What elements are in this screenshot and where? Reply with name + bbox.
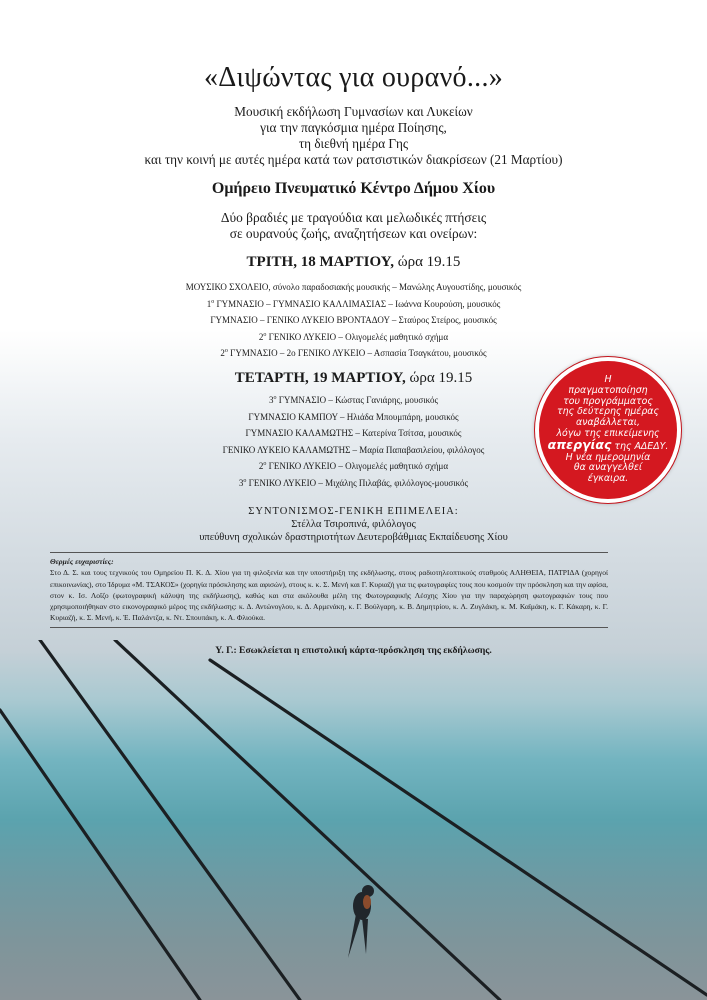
swallow-bird	[348, 885, 374, 958]
day1-program	[0, 279, 707, 362]
intro-line: σε ουρανούς ζωής, αναζητήσεων και ονείρων:	[229, 226, 478, 241]
power-lines-photo	[0, 640, 707, 1000]
day2-time: ώρα 19.15	[409, 370, 473, 386]
day1-heading	[0, 254, 707, 271]
postscript: Υ. Γ.: Εσωκλείεται η επιστολική κάρτα-πρόσκληση της εκδήλωσης.	[215, 645, 492, 656]
coordination-heading: ΣΥΝΤΟΝΙΣΜΟΣ-ΓΕΝΙΚΗ ΕΠΙΜΕΛΕΙΑ:	[248, 506, 459, 517]
program-item: ΓΥΜΝΑΣΙΟ ΚΑΜΠΟΥ – Ηλιάδα Μπουμπάρη, μουσικός	[248, 411, 459, 422]
program-item: $1^o$ ΓΥΜΝΑΣΙΟ – ΓΥΜΝΑΣΙΟ ΚΑΛΛΙΜΑΣΙΑΣ – Ιωάννα Κουρούση, μουσικός	[206, 298, 501, 309]
subtitle-line: για την παγκόσμια ημέρα Ποίησης,	[260, 120, 447, 135]
program-item: $3^o$ ΓΕΝΙΚΟ ΛΥΚΕΙΟ – Μιχάλης Πιλαβάς, φιλόλογος-μουσικός	[238, 477, 469, 488]
program-item: $2^o$ ΓΥΜΝΑΣΙΟ – 2ο ΓΕΝΙΚΟ ΛΥΚΕΙΟ – Ασπασία Τσαγκάτου, μουσικός	[220, 348, 487, 358]
venue: Ομήρειο Πνευματικό Κέντρο Δήμου Χίου	[211, 180, 496, 197]
coordinator-name: Στέλλα Τσιροπινά, φιλόλογος	[291, 519, 416, 530]
wire-2	[0, 710, 200, 1000]
event-description	[0, 104, 707, 168]
subtitle-line: Μουσική εκδήλωση Γυμνασίων και Λυκείων	[234, 104, 473, 119]
subtitle-line: τη διεθνή ημέρα Γης	[298, 136, 409, 151]
day1-date: ΤΡΙΤΗ, 18 ΜΑΡΤΙΟΥ,	[246, 254, 394, 270]
program-item: ΓΥΜΝΑΣΙΟ – ΓΕΝΙΚΟ ΛΥΚΕΙΟ ΒΡΟΝΤΑΔΟΥ – Σταύρος Στείρος, μουσικός	[210, 315, 497, 325]
program-item: $2^o$ ΓΕΝΙΚΟ ΛΥΚΕΙΟ – Ολιγομελές μαθητικό σχήμα	[258, 461, 449, 471]
acknowledgements-body: Στο Δ. Σ. και τους τεχνικούς του Ομηρείου Π. Κ. Δ. Χίου για τη φιλοξενία και την υποστήριξη της εκδήλωσης, στους ραδιοτηλεοπτικούς σταθμούς ΑΛΗΘΕΙΑ, ΠΑΤΡΙΔΑ (χορηγοί επικοινωνίας), στο Ίδρυμα «Μ. ΤΣΑΚΟΣ» (χορηγία πρόσκλησης και αφισών), στους κ. κ. Σ. Μενή και Γ. Κυριαζή για τις φωτογραφίες τους που κοσμούν την πρόσκληση και την αφίσα, στον κ. Ισ. Λοΐζο (φωτογραφική κάλυψη της εκδήλωσης), καθώς και στα ακόλουθα μέλη της Φωτογραφικής Λέσχης Χίου για την παραχώρηση φωτογραφιών τους που χρησιμοποιήθηκαν στο εικονογραφικό μέρος της εκδήλωσης: κ. Δ. Αντώνογλου, κ. Δ. Αρμενάκη, κ. Γ. Βούλγαρη, κ. Β. Δημητρίου, κ. Λ. Ζυγλάκη, κ. Μ. Καϊμάκη, κ. Γ. Κάκαρη, κ. Γ. Κυριαζή, κ. Σ. Μενή, κ. Έ. Παλάντζα, κ. Ντ. Σπουπάκη, κ. Α. Φλιούκα.	[50, 568, 608, 623]
wire-3	[115, 640, 500, 1000]
coordinator-role: υπεύθυνη σχολικών δραστηριοτήτων Δευτεροβάθμιας Εκπαίδευσης Χίου	[199, 532, 508, 543]
program-item: ΜΟΥΣΙΚΟ ΣΧΟΛΕΙΟ, σύνολο παραδοσιακής μουσικής – Μανώλης Αυγουστίδης, μουσικός	[185, 282, 522, 292]
poster-title: «Διψώντας για ουρανό...»	[203, 62, 504, 93]
coordination	[0, 505, 707, 544]
postponement-stamp: Η πραγματοποίηση του προγράμματος της δεύτερης ημέρας αναβάλλεται, λόγω της επικείμενης απεργίας της ΑΔΕΔΥ. Η νέα ημερομηνία θα αναγγελθεί έγκαιρα.	[535, 357, 681, 503]
wire-4	[210, 660, 707, 995]
program-item: ΓΕΝΙΚΟ ΛΥΚΕΙΟ ΚΑΛΑΜΩΤΗΣ – Μαρία Παπαβασιλείου, φιλόλογος	[222, 444, 485, 455]
day2-date: ΤΕΤΑΡΤΗ, 19 ΜΑΡΤΙΟΥ,	[234, 370, 406, 386]
acknowledgements-heading: Θερμές ευχαριστίες:	[50, 557, 114, 566]
subtitle-line: και την κοινή με αυτές ημέρα κατά των ρατσιστικών διακρίσεων (21 Μαρτίου)	[144, 152, 563, 167]
acknowledgements	[50, 552, 608, 628]
program-item: $3^o$ ΓΥΜΝΑΣΙΟ – Κώστας Γανιάρης, μουσικός	[268, 395, 439, 405]
intro	[0, 210, 707, 242]
program-item: ΓΥΜΝΑΣΙΟ ΚΑΛΑΜΩΤΗΣ – Κατερίνα Τσίτσα, μουσικός	[245, 428, 462, 438]
program-item: $2^o$ ΓΕΝΙΚΟ ΛΥΚΕΙΟ – Ολιγομελές μαθητικό σχήμα	[258, 331, 449, 342]
intro-line: Δύο βραδιές με τραγούδια και μελωδικές πτήσεις	[220, 210, 487, 225]
day1-time: ώρα 19.15	[397, 254, 461, 270]
